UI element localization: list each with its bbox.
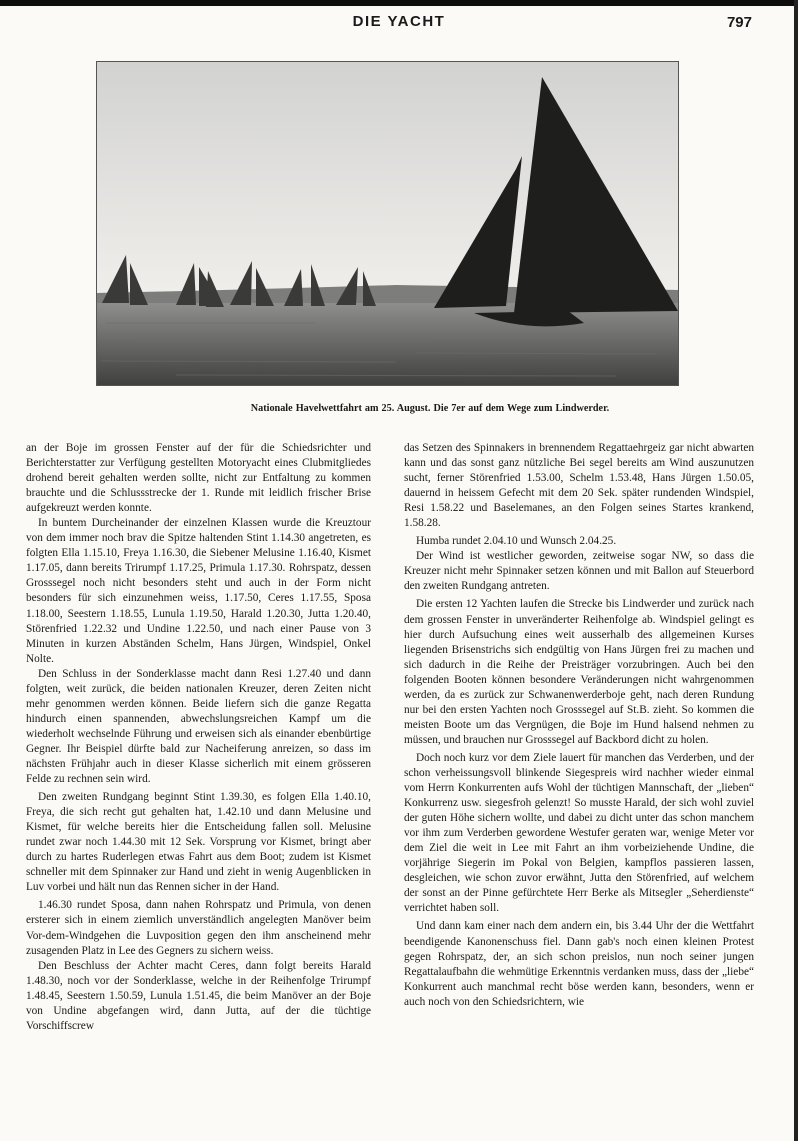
- paragraph: Den Schluss in der Sonderklasse macht dann Resi 1.27.40 und dann folgten, weit zurück, die beiden nationalen Kreuzer, deren Zeiten nicht mehr genommen werden können. Beide liefern sich die ganze Regatta hindurch einen spannenden, abwechslungsreichen Kampf um die wiederholt wechselnde Führung und erweisen sich als einander ebenbürtige Gegner. Ihr Beispiel dürfte bald zur Nacheiferung anreizen, so dass im nächsten Frühjahr auch in dieser Klasse sicherlich mit einem grösseren Felde zu rechnen sein wird.: [26, 667, 371, 786]
- figure-caption: Nationale Havelwettfahrt am 25. August. Die 7er auf dem Wege zum Lindwerder.: [250, 403, 610, 414]
- paragraph: In buntem Durcheinander der einzelnen Klassen wurde die Kreuztour von dem immer noch brav die Spitze haltenden Stint 1.14.30 angetreten, es folgten Ella 1.15.10, Freya 1.16.30, die Siebener Melusine 1.16.40, Kismet 1.17.05, dann bereits Trirumpf 1.17.25, Primula 1.17.30. Rohrspatz, dessen Grosssegel noch nicht besonders steht und auch in der Form nicht besonders für sich einzunehmen weiss, 1.17.50, Ceres 1.17.55, Sposa 1.18.00, Seestern 1.18.55, Lunula 1.19.50, Harald 1.20.30, Jutta 1.20.40, Störenfried 1.22.32 und Undine 1.22.50, und nach einer Pause von 3 Minuten in kurzen Abständen Schelm, Hans Jürgen, Windspiel, Onkel Nolte.: [26, 517, 371, 665]
- regatta-photo: [96, 61, 679, 386]
- top-edge-bar: [0, 0, 798, 6]
- paragraph: 1.46.30 rundet Sposa, dann nahen Rohrspatz und Primula, von denen ersterer sich in einem ziemlich unverständlich angelegten Manöver beim Vor-dem-Windgehen die Luvposition gegen den ihm anscheinend mehr zusagenden Platz in Lee des Gegners zu sichern weiss.: [26, 899, 371, 957]
- paragraph: das Setzen des Spinnakers in brennendem Regattaehrgeiz gar nicht abwarten kann und das sonst ganz nützliche Bei segel bereits am Wind auszunutzen sucht, ferner Störenfried 1.53.00, Schelm 1.53.48, Hans Jürgen 1.50.05, dauernd in heissem Gefecht mit dem 20 Sek. später rundenden Windspiel, Resi 1.58.22 und Baselemanes, an den Folgen seines Startes krankend, 1.58.28.: [404, 442, 754, 530]
- paragraph: Die ersten 12 Yachten laufen die Strecke bis Lindwerder und zurück nach dem grossen Fenster in unveränderter Reihenfolge ab. Windspiel gelingt es hier durch Aufsuchung eines weit ausserhalb des allgemeinen Kurses liegenden Brisenstrichs sich endgültig von Hans Jürgen frei zu machen und sich dadurch in die Reihe der Preisträger vorzubringen. Auch bei den folgenden Booten können besondere Veränderungen nicht wahrgenommen werden, da es zurück zur Schwanenwerderboje geht, nach deren Rundung nur bei den ersten Yachten noch Grosssegel auf St.B. zieht. So kommen die meisten Boote um das Vergnügen, die Boje im Hund halsend nehmen zu müssen, und brauchen nur Grosssegel auf Backbord dicht zu holen.: [404, 598, 754, 746]
- page-number: 797: [726, 14, 752, 31]
- paragraph: Den zweiten Rundgang beginnt Stint 1.39.30, es folgen Ella 1.40.10, Freya, die sich recht gut gehalten hat, 1.42.10 und dann Melusine und Kismet, für welche bereits hier die Entscheidung fallen soll. Melusine rundet zwar noch 1.44.30 mit 12 Sek. Vorsprung vor Kismet, bringt aber durch zu hartes Ruderlegen etwas Fahrt aus dem Boot; zudem ist Kismet schneller mit dem Spinnaker zur Hand und zieht in wenig Augenblicken in Luv vorbei und hält nun das Rennen sicher in der Hand.: [26, 791, 371, 894]
- masthead: DIE YACHT: [352, 13, 446, 30]
- paragraph: Der Wind ist westlicher geworden, zeitweise sogar NW, so dass die Kreuzer nicht mehr Spinnaker setzen können und mit Ballon auf Steuerbord den zweiten Rundgang antreten.: [404, 550, 754, 593]
- paragraph: Und dann kam einer nach dem andern ein, bis 3.44 Uhr der die Wettfahrt beendigende Kanonenschuss fiel. Dann gab's noch einen kleinen Protest gegen Rohrspatz, der, an sich schon preislos, nun noch seiner jungen Regattalaufbahn die wehmütige Erkenntnis verdanken muss, dass der „liebe“ Konkurrent auch manchmal recht böse werden kann, besonders, wenn er auch noch von den Schiedsrichtern, wie: [404, 920, 754, 1008]
- left-text-column: [26, 441, 371, 1034]
- sailboats-image: [96, 61, 679, 386]
- paragraph: Den Beschluss der Achter macht Ceres, dann folgt bereits Harald 1.48.30, noch vor der Sonderklasse, welche in der Reihenfolge Trirumpf 1.48.45, Seestern 1.50.59, Lunula 1.51.45, die beim Manöver an der Boje von Undine abgefangen wird, dann Jutta, auf der die tüchtige Vorschiffscrew: [26, 959, 371, 1032]
- paragraph: an der Boje im grossen Fenster auf der für die Schiedsrichter und Berichterstatter zur Verfügung gestellten Motoryacht eines Clubmitgliedes drohend bereit gehalten werden sollte, nicht zur Entfaltung zu kommen brauchte und die Schlussstrecke der 1. Runde mit leidlich frischer Brise aufgekreuzt werden konnte.: [26, 442, 371, 515]
- right-text-column: [404, 441, 754, 1010]
- paragraph: Doch noch kurz vor dem Ziele lauert für manchen das Verderben, und der schon verheissungsvoll blinkende Siegespreis wird nachher wieder einmal vom Herrn Konkurrenten aufs Wohl der tüchtigen Mannschaft, der „lieben“ Konkurrenz usw. siegesfroh gelenzt! So musste Harald, der sich wohl zuviel der guten Höhe sichern wollte, und dabei zu dicht unter das schon manchem vor ihm zum Verderben gewordene Westufer geraten war, wenige Meter vor dem Ziel die weit in Lee mit Fahrt an ihm vorbeiziehende Undine, die vorjährige Siegerin im Pokal von Belgien, kampflos passieren lassen, desgleichen, wie schon zuvor erwähnt, Jutta den Störenfried, auf welchem der sonst an der Pinne gefürchtete Herr Berke als Mitsegler „Seherdienste“ verrichtet haben soll.: [404, 751, 754, 915]
- paragraph: Humba rundet 2.04.10 und Wunsch 2.04.25.: [416, 535, 617, 548]
- right-edge-bar: [794, 0, 798, 1141]
